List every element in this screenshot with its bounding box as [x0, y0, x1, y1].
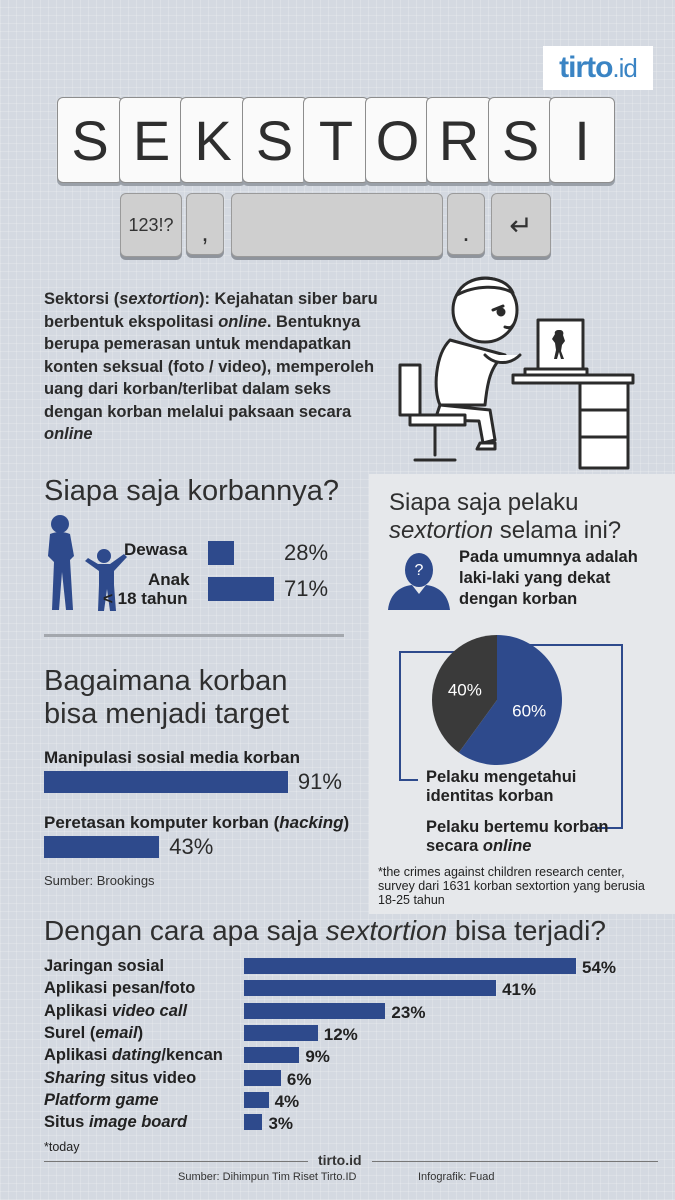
method-label-7-italic: image board: [88, 1113, 188, 1132]
perpetrator-description: Pada umumnya adalah laki-laki yang dekat dengan korban: [459, 548, 638, 608]
target-label-1: [44, 748, 300, 768]
method-label-1-text: Aplikasi pesan/foto: [44, 979, 196, 998]
footer-rule-left: [44, 1161, 308, 1162]
method-label-1: [44, 979, 195, 998]
methods-note: *today: [44, 1140, 80, 1154]
method-value-1: 41%: [502, 980, 537, 1000]
footer-source: Sumber: Dihimpun Tim Riset Tirto.ID: [178, 1171, 357, 1183]
intro-italic-3: online: [44, 425, 93, 443]
key-enter: [491, 193, 551, 257]
methods-heading-italic: sextortion: [325, 915, 448, 946]
method-value-0: 54%: [582, 958, 617, 977]
method-bar-4: [244, 1047, 299, 1063]
method-value-4: 9%: [305, 1047, 330, 1067]
method-bar-0: [244, 958, 576, 974]
intro-part-1: Sektorsi (: [44, 290, 120, 308]
footer-brand: tirto.id: [318, 1152, 362, 1168]
victims-label-child-age: < 18 tahun: [103, 589, 188, 608]
perpetrator-pie-chart: [380, 630, 640, 840]
method-label-6: [44, 1091, 159, 1110]
pie-label-0: 60%: [512, 701, 547, 721]
method-label-0: [44, 957, 164, 976]
victims-label-child: Anak: [148, 570, 190, 589]
section-divider: [44, 634, 344, 637]
target-source: Sumber: Brookings: [44, 873, 155, 888]
target-heading: [44, 665, 289, 731]
methods-heading-end: bisa terjadi?: [447, 915, 606, 946]
perpetrator-heading: [389, 489, 621, 545]
intro-italic-1: sextortion: [119, 290, 199, 308]
method-label-3-italic: email: [95, 1023, 138, 1042]
method-label-4-end: /kencan: [161, 1046, 223, 1065]
title-key-s: S: [488, 97, 554, 183]
logo-suffix: .id: [612, 52, 637, 83]
victims-value-1: 71%: [284, 576, 329, 601]
perpetrator-heading-italic: sextortion: [389, 517, 494, 544]
person-computer-illustration: [395, 265, 635, 470]
method-value-6: 4%: [274, 1091, 300, 1111]
target-label-2-end: ): [343, 813, 350, 832]
logo-text: tirto: [559, 51, 613, 84]
methods-heading: [44, 915, 606, 947]
method-bar-6: [244, 1092, 269, 1108]
target-value-1: 43%: [169, 834, 214, 859]
victims-heading: Siapa saja korbannya?: [44, 475, 340, 507]
target-label-2: [44, 813, 349, 833]
target-label-2-text: Peretasan komputer korban (: [44, 813, 280, 832]
intro-paragraph: [44, 288, 394, 446]
footer-credit: Infografik: Fuad: [418, 1171, 495, 1183]
victims-bar-1: [208, 577, 274, 601]
title-key-t: T: [303, 97, 369, 183]
key-123: [120, 193, 182, 257]
title-key-k: K: [180, 97, 246, 183]
title-key-e: E: [119, 97, 185, 183]
target-value-0: 91%: [297, 769, 342, 794]
key-dot-label: .: [462, 217, 470, 247]
method-label-7: [44, 1113, 187, 1132]
key-space: [231, 193, 443, 257]
key-comma: [186, 193, 224, 255]
method-label-3-text: Surel (: [44, 1023, 96, 1042]
pie-legend-2: [426, 818, 616, 856]
target-label-1-text: Manipulasi sosial media korban: [44, 748, 301, 767]
method-label-6-italic: Platform game: [44, 1090, 159, 1109]
intro-italic-2: online: [218, 312, 267, 331]
pie-legend-2-italic: online: [482, 837, 532, 855]
method-label-0-text: Jaringan sosial: [44, 957, 165, 975]
method-bar-7: [244, 1114, 262, 1130]
title-key-o: O: [365, 97, 431, 183]
target-heading-line-1: Bagaimana korban: [44, 665, 288, 697]
tirto-logo: [543, 46, 653, 90]
method-label-2-italic: video call: [111, 1001, 188, 1020]
target-label-2-italic: hacking: [279, 813, 344, 832]
method-label-5-end: situs video: [105, 1068, 197, 1087]
key-dot: [447, 193, 485, 255]
method-bar-3: [244, 1025, 318, 1041]
title-key-r: R: [426, 97, 492, 183]
footer-rule-right: [372, 1161, 658, 1162]
method-label-4-italic: dating: [111, 1046, 162, 1065]
pie-slices: [432, 635, 562, 765]
pie-label-1: 40%: [447, 680, 482, 700]
unknown-person-icon: [386, 550, 452, 610]
title-key-s: S: [57, 97, 123, 183]
method-label-4: [44, 1046, 223, 1065]
method-label-7-text: Situs: [44, 1113, 89, 1132]
method-label-4-text: Aplikasi: [44, 1046, 112, 1065]
unknown-person-question-mark: ?: [414, 562, 424, 579]
intro-part-2: ): Kejahatan siber baru berbentuk ekspolitasi: [44, 290, 378, 331]
method-label-2: [44, 1002, 187, 1021]
method-bar-2: [244, 1003, 385, 1019]
method-value-2: 23%: [391, 1002, 426, 1022]
target-bar-0: [44, 771, 288, 793]
method-value-7: 3%: [268, 1114, 294, 1134]
title-key-s: S: [242, 97, 308, 183]
target-heading-line-2: bisa menjadi target: [44, 698, 290, 730]
perpetrator-heading-line-1: Siapa saja pelaku: [389, 489, 579, 516]
victims-bar-0: [208, 541, 234, 565]
method-label-5-italic: Sharing: [44, 1068, 106, 1087]
method-value-5: 6%: [286, 1069, 312, 1089]
methods-heading-text: Dengan cara apa saja: [44, 915, 326, 946]
intro-part-3: . Bentuknya berupa pemerasan untuk mendapatkan konten seksual (foto / video), memperoleh uang dari korban/terlibat dalam seks dengan korban melalui paksaan secara: [44, 312, 375, 421]
victims-label-adult: Dewasa: [124, 540, 188, 559]
method-bar-1: [244, 980, 496, 996]
method-label-5: [44, 1069, 196, 1088]
method-bar-5: [244, 1070, 281, 1086]
target-bar-1: [44, 836, 159, 858]
method-label-2-text: Aplikasi: [44, 1001, 112, 1020]
perpetrator-heading-rest: selama ini?: [493, 517, 622, 544]
method-value-3: 12%: [323, 1024, 358, 1044]
pie-legend-2-text: Pelaku bertemu korban secara: [426, 818, 609, 855]
key-comma-label: ,: [201, 217, 209, 247]
title-key-i: I: [549, 97, 615, 183]
victims-value-0: 28%: [284, 540, 329, 565]
method-label-3: [44, 1024, 143, 1043]
key-123-label: 123!?: [128, 214, 174, 235]
perpetrator-footnote: *the crimes against children research center, survey dari 1631 korban sextortion yang berusia 18-25 tahun: [378, 865, 645, 907]
method-label-3-end: ): [137, 1023, 144, 1042]
enter-icon: ↵: [509, 209, 533, 241]
pie-legend-1: Pelaku mengetahui identitas korban: [426, 768, 577, 805]
